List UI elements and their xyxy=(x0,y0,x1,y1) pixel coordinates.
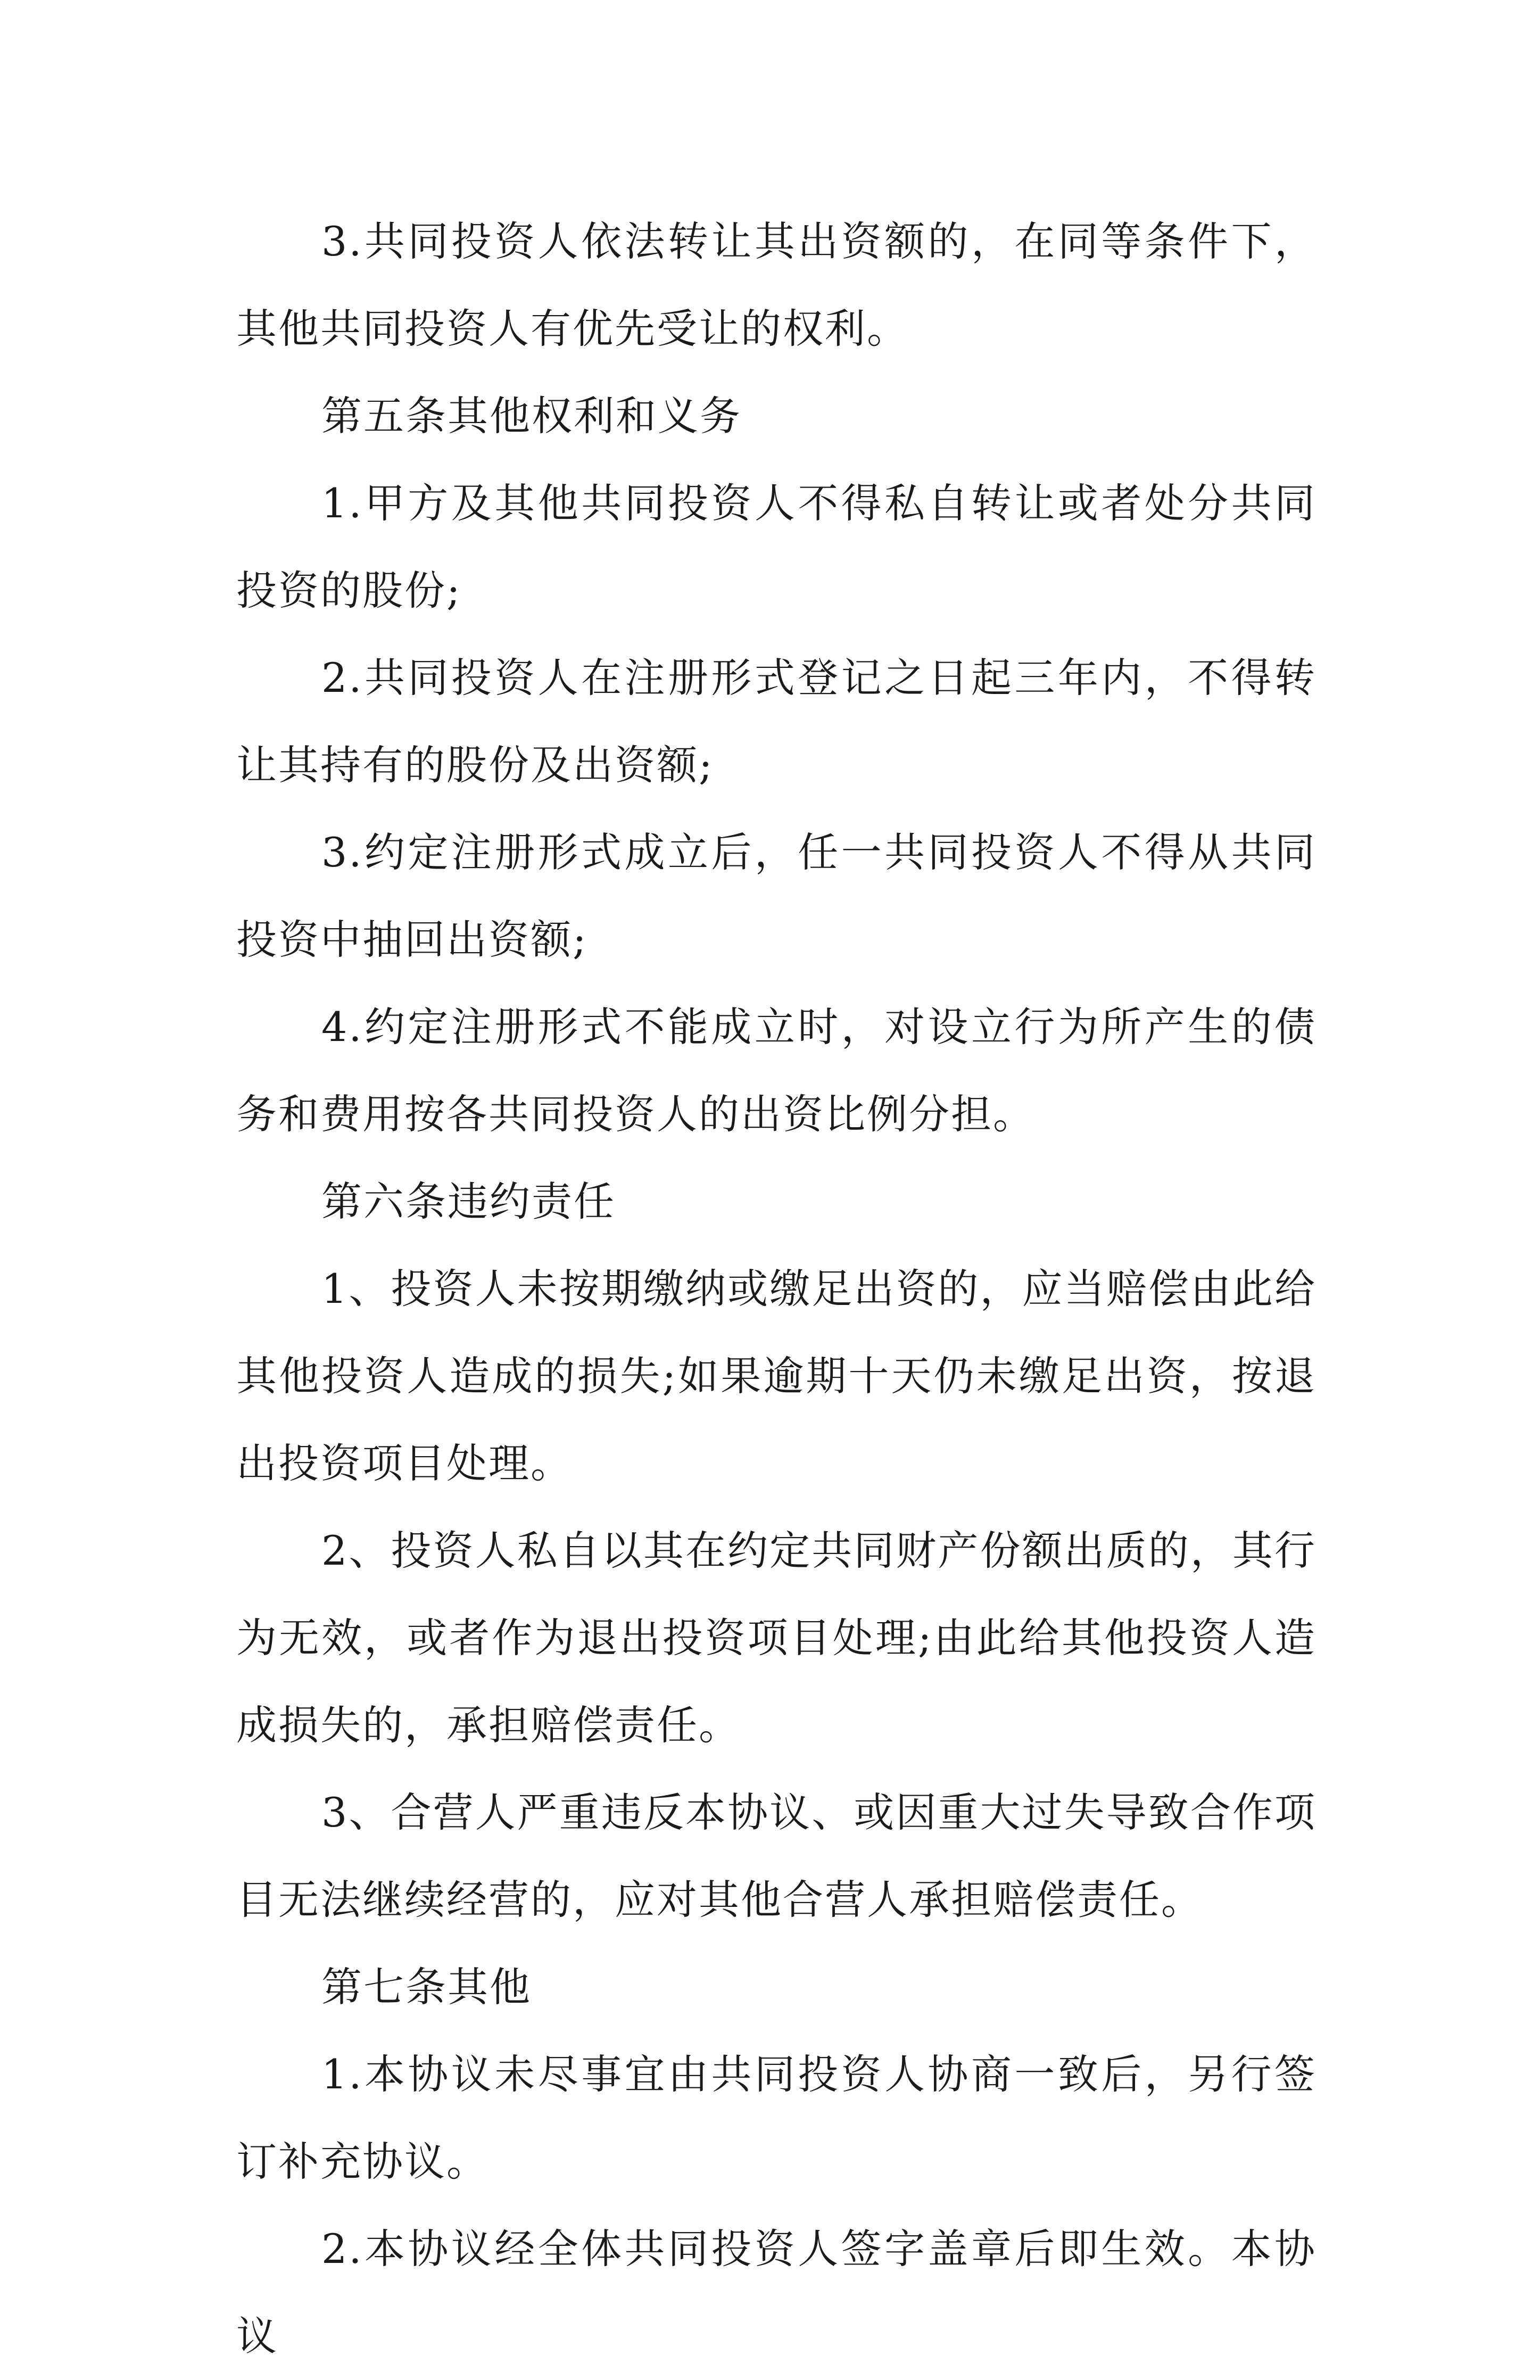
paragraph-supplementary-agreement: 1.本协议未尽事宜由共同投资人协商一致后，另行签订补充协议。 xyxy=(236,2051,1317,2185)
paragraph-late-contribution: 1、投资人未按期缴纳或缴足出资的，应当赔偿由此给其他投资人造成的损失;如果逾期十天仍未缴足出资，按退出投资项目处理。 xyxy=(236,1265,1317,1487)
article-6-heading: 第六条违约责任 xyxy=(321,1178,616,1225)
paragraph-serious-breach: 3、合营人严重违反本协议、或因重大过失导致合作项目无法继续经营的，应对其他合营人承担赔偿责任。 xyxy=(236,1789,1317,1923)
article-7-heading: 第七条其他 xyxy=(321,1963,532,2011)
paragraph-transfer-priority: 3.共同投资人依法转让其出资额的，在同等条件下，其他共同投资人有优先受让的权利。 xyxy=(236,218,1317,352)
document-body xyxy=(236,198,1317,2380)
paragraph-effective-upon-signing: 2.本协议经全体共同投资人签字盖章后即生效。本协议 xyxy=(236,2225,1317,2360)
paragraph-no-withdrawal: 3.约定注册形式成立后，任一共同投资人不得从共同投资中抽回出资额; xyxy=(236,829,1317,963)
article-5-heading: 第五条其他权利和义务 xyxy=(321,392,742,440)
paragraph-three-year-lock: 2.共同投资人在注册形式登记之日起三年内，不得转让其持有的股份及出资额; xyxy=(236,654,1317,789)
paragraph-pledge-invalid: 2、投资人私自以其在约定共同财产份额出质的，其行为无效，或者作为退出投资项目处理;由此给其他投资人造成损失的，承担赔偿责任。 xyxy=(236,1527,1317,1749)
paragraph-no-private-transfer: 1.甲方及其他共同投资人不得私自转让或者处分共同投资的股份; xyxy=(236,480,1317,614)
paragraph-failure-costs: 4.约定注册形式不能成立时，对设立行为所产生的债务和费用按各共同投资人的出资比例分担。 xyxy=(236,1003,1317,1138)
